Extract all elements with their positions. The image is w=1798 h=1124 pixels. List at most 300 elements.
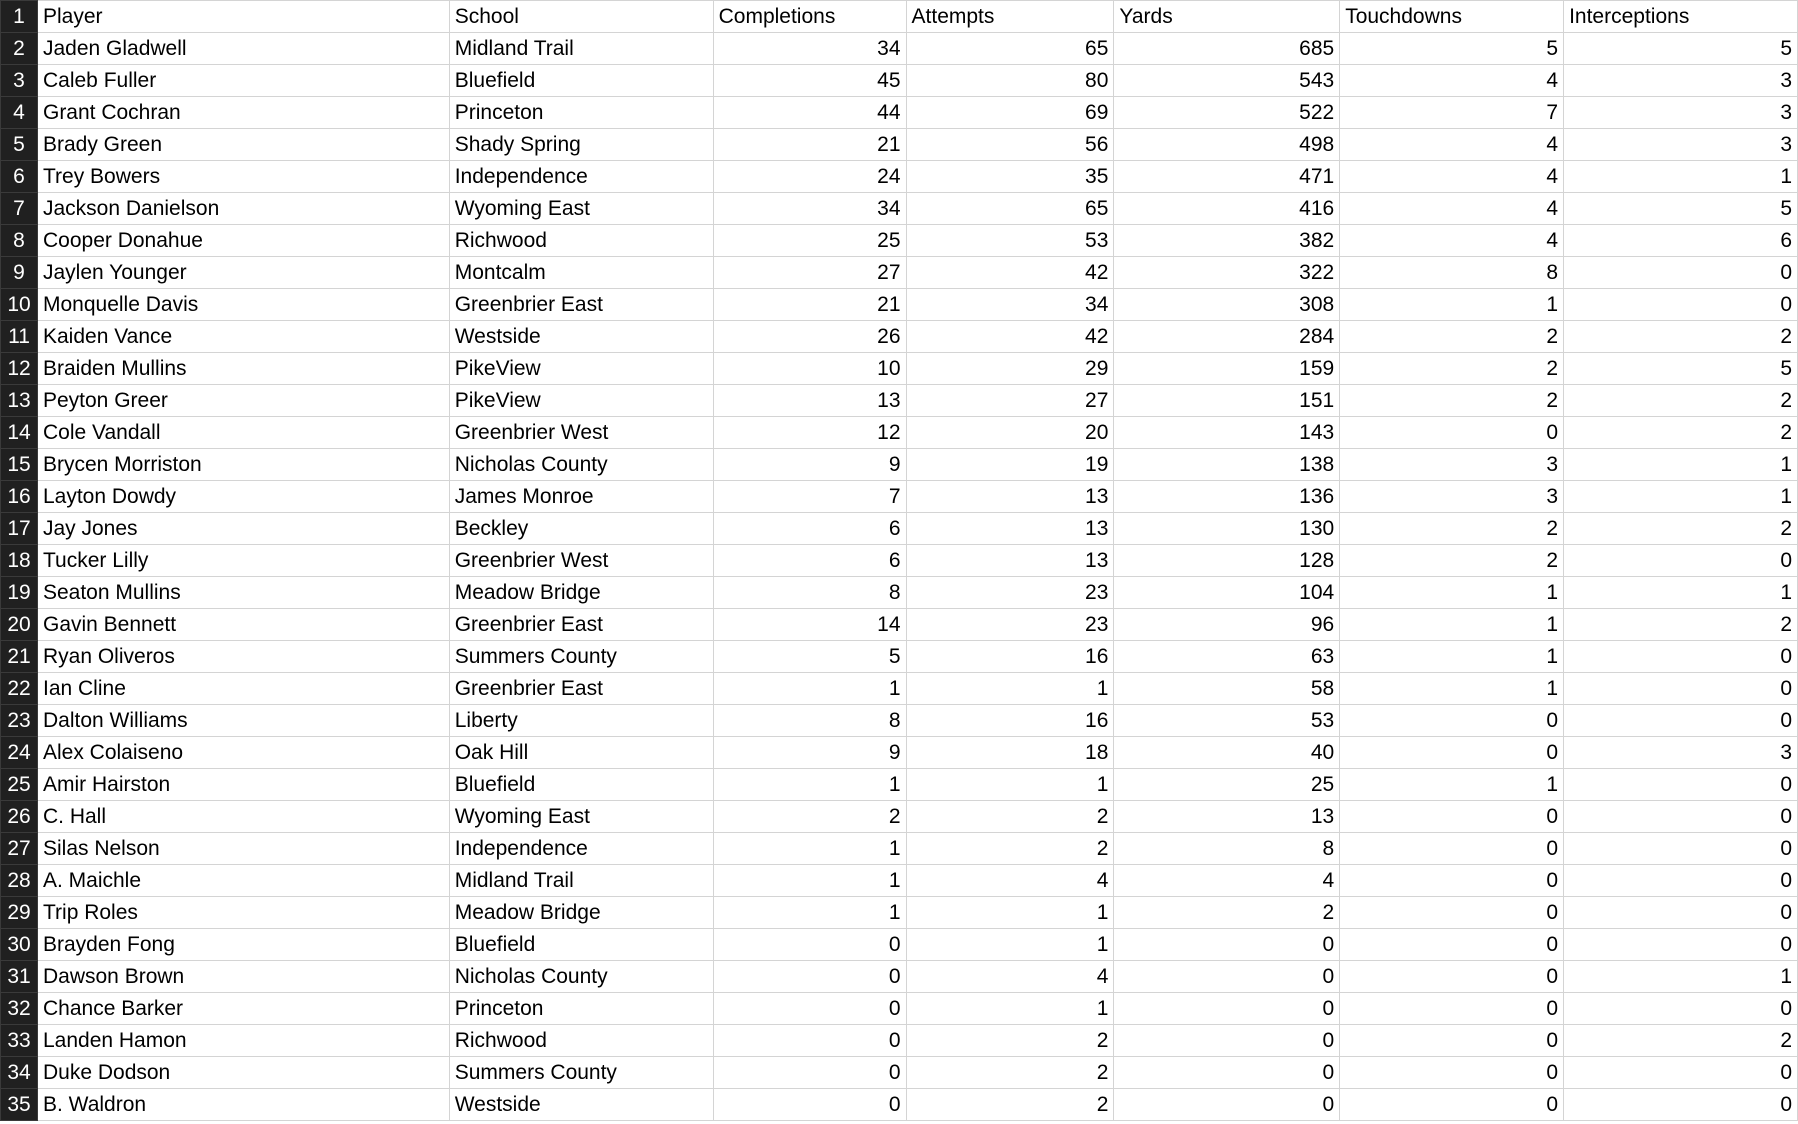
cell-completions[interactable]: 34 (713, 33, 906, 65)
cell-attempts[interactable]: 13 (906, 545, 1114, 577)
cell-touchdowns[interactable]: 4 (1340, 225, 1564, 257)
cell-school[interactable]: Greenbrier West (449, 545, 713, 577)
cell-player[interactable]: Seaton Mullins (37, 577, 449, 609)
cell-player[interactable]: C. Hall (37, 801, 449, 833)
table-row (1, 961, 1798, 993)
cell-interceptions[interactable]: 6 (1564, 225, 1798, 257)
column-header-attempts[interactable]: Attempts (906, 1, 1114, 33)
table-row (1, 833, 1798, 865)
cell-yards[interactable]: 471 (1114, 161, 1340, 193)
cell-interceptions[interactable]: 2 (1564, 321, 1798, 353)
cell-attempts[interactable]: 69 (906, 97, 1114, 129)
cell-player[interactable]: Brayden Fong (37, 929, 449, 961)
cell-school[interactable]: Bluefield (449, 65, 713, 97)
cell-yards[interactable]: 2 (1114, 897, 1340, 929)
cell-attempts[interactable]: 23 (906, 577, 1114, 609)
cell-interceptions[interactable]: 0 (1564, 641, 1798, 673)
cell-interceptions[interactable]: 0 (1564, 897, 1798, 929)
row-header[interactable]: 27 (1, 833, 38, 865)
row-header[interactable]: 20 (1, 609, 38, 641)
table-row (1, 1025, 1798, 1057)
cell-player[interactable]: Jackson Danielson (37, 193, 449, 225)
cell-attempts[interactable]: 27 (906, 385, 1114, 417)
cell-yards[interactable]: 25 (1114, 769, 1340, 801)
row-header[interactable]: 5 (1, 129, 38, 161)
cell-touchdowns[interactable]: 0 (1340, 417, 1564, 449)
cell-touchdowns[interactable]: 1 (1340, 673, 1564, 705)
cell-completions[interactable]: 0 (713, 1025, 906, 1057)
cell-yards[interactable]: 416 (1114, 193, 1340, 225)
cell-touchdowns[interactable]: 5 (1340, 33, 1564, 65)
cell-player[interactable]: Silas Nelson (37, 833, 449, 865)
row-header[interactable]: 17 (1, 513, 38, 545)
table-row (1, 385, 1798, 417)
row-header[interactable]: 22 (1, 673, 38, 705)
cell-yards[interactable]: 40 (1114, 737, 1340, 769)
cell-touchdowns[interactable]: 8 (1340, 257, 1564, 289)
cell-player[interactable]: Amir Hairston (37, 769, 449, 801)
cell-touchdowns[interactable]: 1 (1340, 609, 1564, 641)
cell-completions[interactable]: 0 (713, 929, 906, 961)
row-header[interactable]: 28 (1, 865, 38, 897)
cell-attempts[interactable]: 19 (906, 449, 1114, 481)
row-header[interactable]: 31 (1, 961, 38, 993)
row-header[interactable]: 10 (1, 289, 38, 321)
cell-completions[interactable]: 5 (713, 641, 906, 673)
cell-player[interactable]: Grant Cochran (37, 97, 449, 129)
row-header[interactable]: 3 (1, 65, 38, 97)
cell-attempts[interactable]: 2 (906, 1025, 1114, 1057)
cell-yards[interactable]: 308 (1114, 289, 1340, 321)
cell-touchdowns[interactable]: 0 (1340, 897, 1564, 929)
cell-touchdowns[interactable]: 0 (1340, 993, 1564, 1025)
cell-completions[interactable]: 6 (713, 545, 906, 577)
cell-touchdowns[interactable]: 4 (1340, 65, 1564, 97)
cell-yards[interactable]: 130 (1114, 513, 1340, 545)
table-row (1, 353, 1798, 385)
cell-yards[interactable]: 498 (1114, 129, 1340, 161)
cell-attempts[interactable]: 16 (906, 705, 1114, 737)
cell-player[interactable]: Brycen Morriston (37, 449, 449, 481)
cell-player[interactable]: Gavin Bennett (37, 609, 449, 641)
cell-touchdowns[interactable]: 0 (1340, 961, 1564, 993)
cell-school[interactable]: Montcalm (449, 257, 713, 289)
cell-player[interactable]: Ian Cline (37, 673, 449, 705)
cell-touchdowns[interactable]: 4 (1340, 161, 1564, 193)
cell-attempts[interactable]: 4 (906, 961, 1114, 993)
row-header[interactable]: 21 (1, 641, 38, 673)
column-header-yards[interactable]: Yards (1114, 1, 1340, 33)
row-header[interactable]: 16 (1, 481, 38, 513)
cell-completions[interactable]: 26 (713, 321, 906, 353)
cell-player[interactable]: Monquelle Davis (37, 289, 449, 321)
cell-completions[interactable]: 8 (713, 705, 906, 737)
cell-school[interactable]: Greenbrier East (449, 289, 713, 321)
cell-school[interactable]: Shady Spring (449, 129, 713, 161)
cell-school[interactable]: Richwood (449, 225, 713, 257)
cell-completions[interactable]: 8 (713, 577, 906, 609)
cell-school[interactable]: Meadow Bridge (449, 897, 713, 929)
cell-player[interactable]: Cole Vandall (37, 417, 449, 449)
cell-touchdowns[interactable]: 1 (1340, 641, 1564, 673)
row-header[interactable]: 33 (1, 1025, 38, 1057)
cell-completions[interactable]: 9 (713, 737, 906, 769)
cell-player[interactable]: Jaden Gladwell (37, 33, 449, 65)
cell-touchdowns[interactable]: 2 (1340, 321, 1564, 353)
cell-attempts[interactable]: 1 (906, 673, 1114, 705)
cell-touchdowns[interactable]: 2 (1340, 385, 1564, 417)
cell-interceptions[interactable]: 3 (1564, 129, 1798, 161)
cell-yards[interactable]: 0 (1114, 1089, 1340, 1121)
cell-completions[interactable]: 12 (713, 417, 906, 449)
row-header[interactable]: 14 (1, 417, 38, 449)
cell-school[interactable]: Summers County (449, 1057, 713, 1089)
cell-yards[interactable]: 136 (1114, 481, 1340, 513)
cell-player[interactable]: Chance Barker (37, 993, 449, 1025)
cell-touchdowns[interactable]: 0 (1340, 833, 1564, 865)
cell-touchdowns[interactable]: 0 (1340, 705, 1564, 737)
cell-yards[interactable]: 0 (1114, 993, 1340, 1025)
cell-attempts[interactable]: 23 (906, 609, 1114, 641)
table-row (1, 545, 1798, 577)
cell-yards[interactable]: 0 (1114, 1025, 1340, 1057)
cell-interceptions[interactable]: 0 (1564, 801, 1798, 833)
table-row (1, 417, 1798, 449)
cell-player[interactable]: Duke Dodson (37, 1057, 449, 1089)
cell-touchdowns[interactable]: 4 (1340, 129, 1564, 161)
cell-yards[interactable]: 104 (1114, 577, 1340, 609)
cell-completions[interactable]: 25 (713, 225, 906, 257)
cell-attempts[interactable]: 2 (906, 1057, 1114, 1089)
cell-yards[interactable]: 8 (1114, 833, 1340, 865)
cell-completions[interactable]: 27 (713, 257, 906, 289)
cell-school[interactable]: Bluefield (449, 769, 713, 801)
cell-completions[interactable]: 1 (713, 673, 906, 705)
cell-school[interactable]: Summers County (449, 641, 713, 673)
cell-touchdowns[interactable]: 1 (1340, 289, 1564, 321)
cell-completions[interactable]: 0 (713, 1057, 906, 1089)
cell-touchdowns[interactable]: 0 (1340, 865, 1564, 897)
cell-touchdowns[interactable]: 0 (1340, 801, 1564, 833)
table-row (1, 1057, 1798, 1089)
cell-yards[interactable]: 4 (1114, 865, 1340, 897)
table-row (1, 321, 1798, 353)
cell-touchdowns[interactable]: 0 (1340, 1057, 1564, 1089)
cell-player[interactable]: Dalton Williams (37, 705, 449, 737)
cell-school[interactable]: Westside (449, 321, 713, 353)
cell-attempts[interactable]: 65 (906, 33, 1114, 65)
column-header-touchdowns[interactable]: Touchdowns (1340, 1, 1564, 33)
cell-interceptions[interactable]: 0 (1564, 705, 1798, 737)
cell-touchdowns[interactable]: 2 (1340, 353, 1564, 385)
cell-interceptions[interactable]: 3 (1564, 737, 1798, 769)
cell-player[interactable]: Layton Dowdy (37, 481, 449, 513)
cell-player[interactable]: Alex Colaiseno (37, 737, 449, 769)
column-header-school[interactable]: School (449, 1, 713, 33)
cell-attempts[interactable]: 20 (906, 417, 1114, 449)
cell-interceptions[interactable]: 1 (1564, 449, 1798, 481)
column-header-interceptions[interactable]: Interceptions (1564, 1, 1798, 33)
cell-completions[interactable]: 21 (713, 289, 906, 321)
cell-completions[interactable]: 1 (713, 897, 906, 929)
cell-attempts[interactable]: 2 (906, 801, 1114, 833)
cell-interceptions[interactable]: 0 (1564, 1057, 1798, 1089)
cell-interceptions[interactable]: 1 (1564, 161, 1798, 193)
row-header[interactable]: 2 (1, 33, 38, 65)
cell-completions[interactable]: 6 (713, 513, 906, 545)
cell-touchdowns[interactable]: 1 (1340, 577, 1564, 609)
cell-touchdowns[interactable]: 3 (1340, 449, 1564, 481)
column-header-player[interactable]: Player (37, 1, 449, 33)
cell-attempts[interactable]: 80 (906, 65, 1114, 97)
table-row (1, 769, 1798, 801)
row-header[interactable]: 25 (1, 769, 38, 801)
cell-attempts[interactable]: 1 (906, 993, 1114, 1025)
cell-completions[interactable]: 14 (713, 609, 906, 641)
cell-interceptions[interactable]: 3 (1564, 65, 1798, 97)
cell-touchdowns[interactable]: 7 (1340, 97, 1564, 129)
cell-player[interactable]: Kaiden Vance (37, 321, 449, 353)
cell-yards[interactable]: 13 (1114, 801, 1340, 833)
cell-school[interactable]: Meadow Bridge (449, 577, 713, 609)
cell-yards[interactable]: 322 (1114, 257, 1340, 289)
cell-player[interactable]: Braiden Mullins (37, 353, 449, 385)
cell-attempts[interactable]: 34 (906, 289, 1114, 321)
table-row (1, 929, 1798, 961)
cell-interceptions[interactable]: 5 (1564, 353, 1798, 385)
row-header[interactable]: 34 (1, 1057, 38, 1089)
cell-yards[interactable]: 58 (1114, 673, 1340, 705)
cell-attempts[interactable]: 42 (906, 321, 1114, 353)
row-header[interactable]: 18 (1, 545, 38, 577)
cell-completions[interactable]: 0 (713, 993, 906, 1025)
row-header[interactable]: 4 (1, 97, 38, 129)
cell-attempts[interactable]: 13 (906, 481, 1114, 513)
cell-school[interactable]: Independence (449, 833, 713, 865)
cell-player[interactable]: Jaylen Younger (37, 257, 449, 289)
cell-attempts[interactable]: 18 (906, 737, 1114, 769)
cell-player[interactable]: Ryan Oliveros (37, 641, 449, 673)
cell-attempts[interactable]: 1 (906, 897, 1114, 929)
cell-yards[interactable]: 159 (1114, 353, 1340, 385)
cell-completions[interactable]: 24 (713, 161, 906, 193)
cell-interceptions[interactable]: 0 (1564, 929, 1798, 961)
cell-attempts[interactable]: 16 (906, 641, 1114, 673)
cell-player[interactable]: Caleb Fuller (37, 65, 449, 97)
cell-completions[interactable]: 9 (713, 449, 906, 481)
cell-completions[interactable]: 45 (713, 65, 906, 97)
cell-yards[interactable]: 63 (1114, 641, 1340, 673)
cell-touchdowns[interactable]: 2 (1340, 545, 1564, 577)
cell-touchdowns[interactable]: 0 (1340, 1089, 1564, 1121)
cell-school[interactable]: Wyoming East (449, 193, 713, 225)
cell-school[interactable]: Beckley (449, 513, 713, 545)
row-header[interactable]: 1 (1, 1, 38, 33)
row-header[interactable]: 30 (1, 929, 38, 961)
cell-player[interactable]: Cooper Donahue (37, 225, 449, 257)
cell-completions[interactable]: 2 (713, 801, 906, 833)
cell-interceptions[interactable]: 0 (1564, 833, 1798, 865)
cell-player[interactable]: Dawson Brown (37, 961, 449, 993)
cell-interceptions[interactable]: 2 (1564, 609, 1798, 641)
row-header[interactable]: 12 (1, 353, 38, 385)
cell-touchdowns[interactable]: 1 (1340, 769, 1564, 801)
cell-interceptions[interactable]: 0 (1564, 1089, 1798, 1121)
cell-school[interactable]: Nicholas County (449, 449, 713, 481)
cell-player[interactable]: Trey Bowers (37, 161, 449, 193)
cell-school[interactable]: Midland Trail (449, 33, 713, 65)
cell-school[interactable]: Greenbrier West (449, 417, 713, 449)
cell-touchdowns[interactable]: 0 (1340, 1025, 1564, 1057)
table-row (1, 673, 1798, 705)
cell-interceptions[interactable]: 0 (1564, 673, 1798, 705)
cell-completions[interactable]: 21 (713, 129, 906, 161)
cell-attempts[interactable]: 35 (906, 161, 1114, 193)
cell-interceptions[interactable]: 2 (1564, 513, 1798, 545)
cell-player[interactable]: Jay Jones (37, 513, 449, 545)
cell-yards[interactable]: 128 (1114, 545, 1340, 577)
row-header[interactable]: 15 (1, 449, 38, 481)
cell-attempts[interactable]: 42 (906, 257, 1114, 289)
cell-completions[interactable]: 1 (713, 769, 906, 801)
cell-player[interactable]: Peyton Greer (37, 385, 449, 417)
cell-completions[interactable]: 1 (713, 833, 906, 865)
cell-yards[interactable]: 143 (1114, 417, 1340, 449)
cell-yards[interactable]: 0 (1114, 961, 1340, 993)
table-row (1, 449, 1798, 481)
cell-touchdowns[interactable]: 4 (1340, 193, 1564, 225)
cell-touchdowns[interactable]: 3 (1340, 481, 1564, 513)
cell-attempts[interactable]: 4 (906, 865, 1114, 897)
cell-attempts[interactable]: 65 (906, 193, 1114, 225)
table-row (1, 65, 1798, 97)
cell-player[interactable]: Tucker Lilly (37, 545, 449, 577)
cell-interceptions[interactable]: 2 (1564, 417, 1798, 449)
cell-school[interactable]: Independence (449, 161, 713, 193)
cell-school[interactable]: Bluefield (449, 929, 713, 961)
cell-yards[interactable]: 0 (1114, 1057, 1340, 1089)
cell-player[interactable]: B. Waldron (37, 1089, 449, 1121)
cell-attempts[interactable]: 1 (906, 769, 1114, 801)
row-header[interactable]: 11 (1, 321, 38, 353)
cell-yards[interactable]: 151 (1114, 385, 1340, 417)
cell-interceptions[interactable]: 5 (1564, 33, 1798, 65)
cell-touchdowns[interactable]: 0 (1340, 737, 1564, 769)
cell-interceptions[interactable]: 0 (1564, 545, 1798, 577)
cell-school[interactable]: Richwood (449, 1025, 713, 1057)
row-header[interactable]: 13 (1, 385, 38, 417)
cell-interceptions[interactable]: 3 (1564, 97, 1798, 129)
cell-interceptions[interactable]: 1 (1564, 961, 1798, 993)
table-row (1, 801, 1798, 833)
cell-attempts[interactable]: 2 (906, 1089, 1114, 1121)
row-header[interactable]: 19 (1, 577, 38, 609)
cell-interceptions[interactable]: 0 (1564, 289, 1798, 321)
cell-attempts[interactable]: 1 (906, 929, 1114, 961)
cell-interceptions[interactable]: 0 (1564, 257, 1798, 289)
cell-completions[interactable]: 0 (713, 1089, 906, 1121)
cell-yards[interactable]: 543 (1114, 65, 1340, 97)
cell-completions[interactable]: 44 (713, 97, 906, 129)
cell-interceptions[interactable]: 1 (1564, 481, 1798, 513)
row-header[interactable]: 32 (1, 993, 38, 1025)
cell-completions[interactable]: 10 (713, 353, 906, 385)
cell-player[interactable]: A. Maichle (37, 865, 449, 897)
table-row (1, 641, 1798, 673)
cell-completions[interactable]: 7 (713, 481, 906, 513)
cell-yards[interactable]: 685 (1114, 33, 1340, 65)
cell-interceptions[interactable]: 0 (1564, 993, 1798, 1025)
row-header[interactable]: 8 (1, 225, 38, 257)
cell-school[interactable]: Westside (449, 1089, 713, 1121)
cell-yards[interactable]: 284 (1114, 321, 1340, 353)
cell-completions[interactable]: 0 (713, 961, 906, 993)
table-row (1, 225, 1798, 257)
cell-school[interactable]: PikeView (449, 353, 713, 385)
cell-player[interactable]: Trip Roles (37, 897, 449, 929)
cell-school[interactable]: Wyoming East (449, 801, 713, 833)
sheet-body (1, 1, 1798, 1121)
cell-player[interactable]: Landen Hamon (37, 1025, 449, 1057)
cell-school[interactable]: Liberty (449, 705, 713, 737)
cell-attempts[interactable]: 13 (906, 513, 1114, 545)
cell-completions[interactable]: 13 (713, 385, 906, 417)
cell-yards[interactable]: 522 (1114, 97, 1340, 129)
cell-yards[interactable]: 96 (1114, 609, 1340, 641)
cell-attempts[interactable]: 29 (906, 353, 1114, 385)
row-header[interactable]: 6 (1, 161, 38, 193)
cell-school[interactable]: Princeton (449, 993, 713, 1025)
cell-interceptions[interactable]: 2 (1564, 1025, 1798, 1057)
cell-school[interactable]: Princeton (449, 97, 713, 129)
row-header[interactable]: 29 (1, 897, 38, 929)
cell-attempts[interactable]: 2 (906, 833, 1114, 865)
row-header[interactable]: 26 (1, 801, 38, 833)
cell-yards[interactable]: 382 (1114, 225, 1340, 257)
cell-interceptions[interactable]: 0 (1564, 865, 1798, 897)
cell-yards[interactable]: 53 (1114, 705, 1340, 737)
cell-school[interactable]: Midland Trail (449, 865, 713, 897)
cell-completions[interactable]: 1 (713, 865, 906, 897)
cell-school[interactable]: PikeView (449, 385, 713, 417)
cell-yards[interactable]: 0 (1114, 929, 1340, 961)
cell-yards[interactable]: 138 (1114, 449, 1340, 481)
row-header[interactable]: 7 (1, 193, 38, 225)
row-header[interactable]: 23 (1, 705, 38, 737)
cell-touchdowns[interactable]: 2 (1340, 513, 1564, 545)
cell-player[interactable]: Brady Green (37, 129, 449, 161)
row-header[interactable]: 24 (1, 737, 38, 769)
cell-school[interactable]: James Monroe (449, 481, 713, 513)
cell-attempts[interactable]: 53 (906, 225, 1114, 257)
cell-interceptions[interactable]: 5 (1564, 193, 1798, 225)
cell-school[interactable]: Nicholas County (449, 961, 713, 993)
cell-school[interactable]: Greenbrier East (449, 609, 713, 641)
table-row (1, 737, 1798, 769)
cell-attempts[interactable]: 56 (906, 129, 1114, 161)
cell-interceptions[interactable]: 2 (1564, 385, 1798, 417)
cell-completions[interactable]: 34 (713, 193, 906, 225)
cell-interceptions[interactable]: 0 (1564, 769, 1798, 801)
cell-interceptions[interactable]: 1 (1564, 577, 1798, 609)
row-header[interactable]: 9 (1, 257, 38, 289)
cell-touchdowns[interactable]: 0 (1340, 929, 1564, 961)
cell-school[interactable]: Greenbrier East (449, 673, 713, 705)
cell-school[interactable]: Oak Hill (449, 737, 713, 769)
table-row (1, 577, 1798, 609)
row-header[interactable]: 35 (1, 1089, 38, 1121)
column-header-completions[interactable]: Completions (713, 1, 906, 33)
